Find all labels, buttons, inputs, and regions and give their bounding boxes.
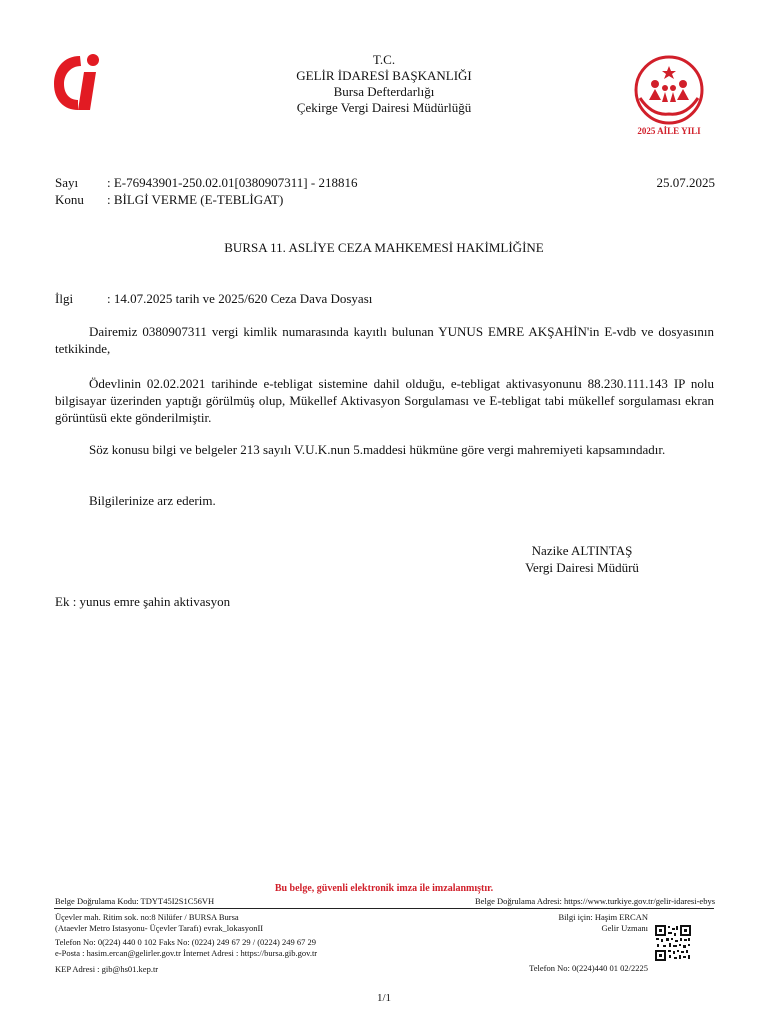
verification-code: Belge Doğrulama Kodu: TDYT45I2S1C56VH: [55, 896, 215, 906]
ilgi-row: [55, 290, 715, 307]
paragraph-1: Dairemiz 0380907311 vergi kimlik numarasında kayıtlı bulunan YUNUS EMRE AKŞAHİN'in E-vdb ve dosyasının tetkikinde,: [55, 324, 714, 356]
signature-block: [478, 542, 686, 576]
footer-kep: KEP Adresi : gib@hs01.kep.tr: [55, 964, 159, 974]
paragraph-3: Söz konusu bilgi ve belgeler 213 sayılı V.U.K.nun 5.maddesi hükmüne göre vergi mahremiyeti kapsamındadır.: [89, 442, 666, 457]
e-signature-notice: Bu belge, güvenli elektronik imza ile imzalanmıştır.: [274, 883, 494, 894]
contact-person: Bilgi için: Haşim ERCAN: [558, 912, 648, 922]
sayi-label: Sayı: [55, 175, 79, 190]
document-meta: [55, 174, 715, 208]
recipient: BURSA 11. ASLİYE CEZA MAHKEMESİ HAKİMLİĞİNE: [224, 240, 544, 255]
footer-address-1: Üçevler mah. Ritim sok. no:8 Nilüfer / BURSA Bursa: [55, 912, 239, 922]
ilgi-value: : 14.07.2025 tarih ve 2025/620 Ceza Dava Dosyası: [107, 291, 373, 306]
paragraph-2: Ödevlinin 02.02.2021 tarihinde e-tebligat sistemine dahil olduğu, e-tebligat aktivasyonunu 88.230.111.143 IP nolu bilgisayar üzerinden yaptığı görülmüş olup, Mükellef Aktivasyon Sorgulaması ve E-tebligat tabi mükellef sorgulaması ekran görüntüsü ekte gönderilmiştir.: [55, 376, 714, 425]
footer-phone: Telefon No: 0(224) 440 0 102 Faks No: (0224) 249 67 29 / (0224) 249 67 29: [55, 937, 316, 947]
signatory-name: Nazike ALTINTAŞ: [531, 543, 633, 558]
konu-label: Konu: [55, 192, 84, 207]
document-date: 25.07.2025: [656, 175, 715, 190]
konu-value: : BİLGİ VERME (E-TEBLİGAT): [107, 192, 284, 207]
paragraph-4: Bilgilerinize arz ederim.: [89, 493, 216, 508]
contact-title: Gelir Uzmanı: [601, 923, 648, 933]
signatory-title: Vergi Dairesi Müdürü: [525, 560, 639, 575]
sayi-value: : E-76943901-250.02.01[0380907311] - 218816: [107, 175, 358, 190]
verification-address: Belge Doğrulama Adresi: https://www.turkiye.gov.tr/gelir-idaresi-ebys: [475, 896, 715, 906]
footer-address-block: [55, 912, 475, 975]
header-institution: GELİR İDARESİ BAŞKANLIĞI: [296, 68, 472, 83]
footer-divider: [54, 908, 714, 909]
contact-phone: Telefon No: 0(224)440 01 02/2225: [529, 963, 648, 973]
footer-address-2: (Ataevler Metro Istasyonu- Üçevler Tarafı) evrak_lokasyonII: [55, 923, 264, 933]
header-tc: T.C.: [372, 52, 396, 67]
footer-contact: [480, 912, 648, 934]
footer-email: e-Posta : hasim.ercan@gelirler.gov.tr İnternet Adresi : https://bursa.gib.gov.tr: [55, 948, 318, 958]
ilgi-label: İlgi: [55, 291, 74, 306]
qr-code-icon: [654, 924, 692, 962]
header-defterdarlik: Bursa Defterdarlığı: [333, 84, 435, 99]
header-tax-office: Çekirge Vergi Dairesi Müdürlüğü: [296, 100, 472, 115]
attachment-note: Ek : yunus emre şahin aktivasyon: [55, 594, 231, 609]
page-number: 1/1: [376, 992, 392, 1004]
seal-caption: 2025 AİLE YILI: [637, 126, 701, 136]
